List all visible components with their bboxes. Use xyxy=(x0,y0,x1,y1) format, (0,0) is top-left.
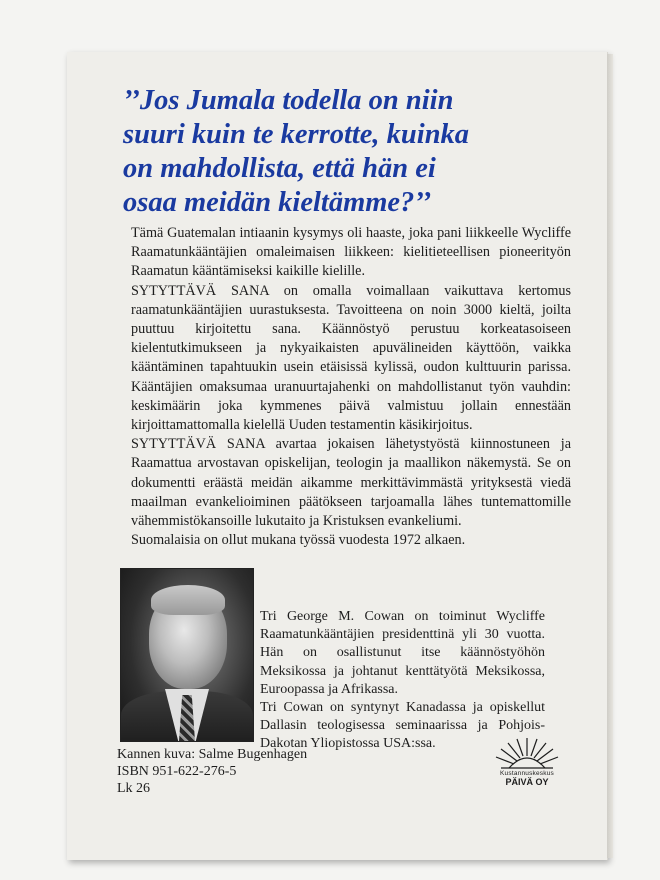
author-photo xyxy=(120,568,254,742)
author-bio xyxy=(260,608,545,754)
description-paragraph-4: Suomalaisia on ollut mukana työssä vuodesta 1972 alkaen. xyxy=(131,532,466,549)
description-text xyxy=(131,224,571,550)
isbn: ISBN 951-622-276-5 xyxy=(117,764,237,779)
cover-credit: Kannen kuva: Salme Bugenhagen xyxy=(117,747,308,762)
cover-quote: ’’Jos Jumala todella on niin suuri kuin te kerrotte, kuinka on mahdollista, että hän ei osaa meidän kieltämme?’’ xyxy=(123,85,470,218)
description-paragraph-3: SYTYTTÄVÄ SANA avartaa jokaisen lähetystyöstä kiinnostuneen ja Raamattua arvostavan opiskelijan, teologin ja maallikon näkemystä. Se on dokumentti eräästä meidän aikamme merkittävimmästä yrityksestä viedä maailman evankelioiminen päätökseen tarjoamalla lähes tuntemattomille vähemmistökansoille lukutaito ja Kristuksen evankeliumi. xyxy=(131,436,571,530)
description-paragraph-1: Tämä Guatemalan intiaanin kysymys oli haaste, joka pani liikkeelle Wycliffe Raamatunkääntäjien omaleimaisen liikkeen: kielitieteellisen pioneerityön Raamatun kääntämiseksi kaikille kielille. xyxy=(131,225,571,280)
publisher-name: PÄIVÄ OY xyxy=(505,777,549,787)
book-edge xyxy=(607,54,613,858)
publisher-label: Kustannuskeskus xyxy=(500,770,554,777)
class-code: Lk 26 xyxy=(117,781,151,796)
author-bio-paragraph-2: Tri Cowan on syntynyt Kanadassa ja opiskellut Dallasin teologisessa seminaarissa ja Pohjois-Dakotan Yliopistossa USA:ssa. xyxy=(260,700,545,752)
publisher-logo xyxy=(487,736,567,788)
author-bio-paragraph-1: Tri George M. Cowan on toiminut Wycliffe Raamatunkääntäjien presidenttinä yli 30 vuotta. Hän on osallistunut itse käännöstyöhön Meksikossa ja johtanut kenttätyötä Meksikossa, Euroopassa ja Afrikassa. xyxy=(260,609,545,697)
book-back-cover xyxy=(67,52,608,860)
description-paragraph-2: SYTYTTÄVÄ SANA on omalla voimallaan vaikuttava kertomus raamatunkääntäjien uurastuksesta. Tavoitteena on noin 3000 kieltä, joilta puuttuu kirjoitettu sana. Käännöstyö perustuu korkeatasoiseen kielentutkimukseen ja nykyaikaisten apuvälineiden käyttöön, vaikka kääntäminen tapahtuukin usein etäisissä kylissä, oudon kulttuurin parissa. Kääntäjien omaksumaa uranuurtajahenki on mahdollistanut työn vauhdin: keskimäärin joka kymmenes päivä valmistuu jollain ennestään kirjoittamattomalla kielellä Uuden testamentin käsikirjoitus. xyxy=(131,282,571,434)
colophon xyxy=(117,746,367,797)
sunrise-icon xyxy=(487,736,567,770)
author-photo-hair xyxy=(151,585,225,615)
